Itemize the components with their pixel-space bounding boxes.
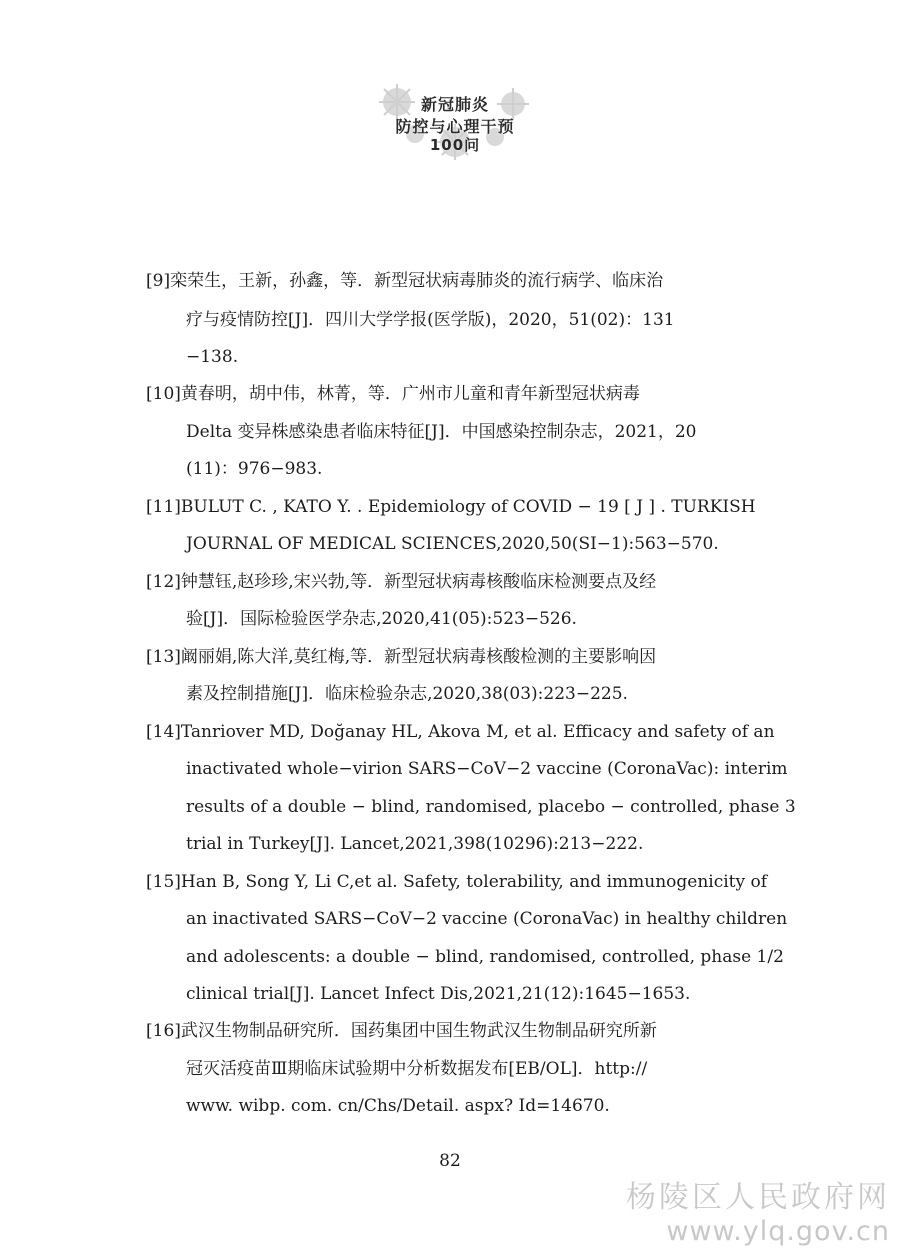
- page-number: 82: [439, 1151, 461, 1171]
- reference-13-line-1: [13]阚丽娟,陈大洋,莫红梅,等．新型冠状病毒核酸检测的主要影响因: [146, 647, 657, 667]
- reference-9-line-2: 疗与疫情防控[J]．四川大学学报(医学版)，2020，51(02)：131: [186, 310, 675, 330]
- reference-14-line-4: trial in Turkey[J]. Lancet,2021,398(10296):213−222.: [186, 834, 644, 854]
- book-header-logo: [375, 82, 535, 162]
- reference-14-line-2: inactivated whole−virion SARS−CoV−2 vaccine (CoronaVac): interim: [186, 759, 788, 779]
- reference-15-line-1: [15]Han B, Song Y, Li C,et al. Safety, tolerability, and immunogenicity of: [146, 872, 768, 892]
- reference-14-line-1: [14]Tanriover MD, Doğanay HL, Akova M, et al. Efficacy and safety of an: [146, 722, 775, 742]
- header-title-line-1: 新冠肺炎: [420, 95, 489, 114]
- watermark-url: www.ylq.gov.cn: [666, 1216, 890, 1247]
- header-title-line-2: 防控与心理干预: [395, 117, 515, 136]
- reference-10-line-2: Delta 变异株感染患者临床特征[J]．中国感染控制杂志，2021，20: [186, 422, 697, 442]
- reference-16-line-1: [16]武汉生物制品研究所．国药集团中国生物武汉生物制品研究所新: [146, 1021, 657, 1041]
- reference-16-line-3: www. wibp. com. cn/Chs/Detail. aspx? Id=14670.: [186, 1096, 610, 1116]
- reference-11-line-2: JOURNAL OF MEDICAL SCIENCES,2020,50(SI−1):563−570.: [186, 534, 719, 554]
- header-title-line-3: 100问: [429, 136, 481, 154]
- reference-15-line-3: and adolescents: a double − blind, randomised, controlled, phase 1/2: [186, 947, 784, 967]
- reference-14-line-3: results of a double − blind, randomised, placebo − controlled, phase 3: [186, 797, 796, 817]
- reference-12-line-1: [12]钟慧钰,赵珍珍,宋兴勃,等．新型冠状病毒核酸临床检测要点及经: [146, 572, 657, 592]
- reference-16-line-2: 冠灭活疫苗Ⅲ期临床试验期中分析数据发布[EB/OL]．http://: [186, 1059, 648, 1079]
- reference-10-line-3: (11)：976−983.: [186, 459, 323, 479]
- reference-9-line-1: [9]栾荣生，王新，孙鑫，等．新型冠状病毒肺炎的流行病学、临床治: [146, 271, 664, 291]
- reference-12-line-2: 验[J]．国际检验医学杂志,2020,41(05):523−526.: [186, 609, 577, 629]
- reference-10-line-1: [10]黄春明，胡中伟，林菁，等．广州市儿童和青年新型冠状病毒: [146, 384, 640, 404]
- site-watermark: [626, 1180, 890, 1248]
- reference-11-line-1: [11]BULUT C. , KATO Y. . Epidemiology of COVID − 19 [ J ] . TURKISH: [146, 497, 756, 517]
- reference-13-line-2: 素及控制措施[J]．临床检验杂志,2020,38(03):223−225.: [186, 684, 628, 704]
- reference-15-line-4: clinical trial[J]. Lancet Infect Dis,2021,21(12):1645−1653.: [186, 984, 691, 1004]
- reference-15-line-2: an inactivated SARS−CoV−2 vaccine (CoronaVac) in healthy children: [186, 909, 788, 929]
- watermark-site-name: 杨陵区人民政府网: [626, 1180, 890, 1215]
- reference-9-line-3: −138.: [186, 347, 239, 367]
